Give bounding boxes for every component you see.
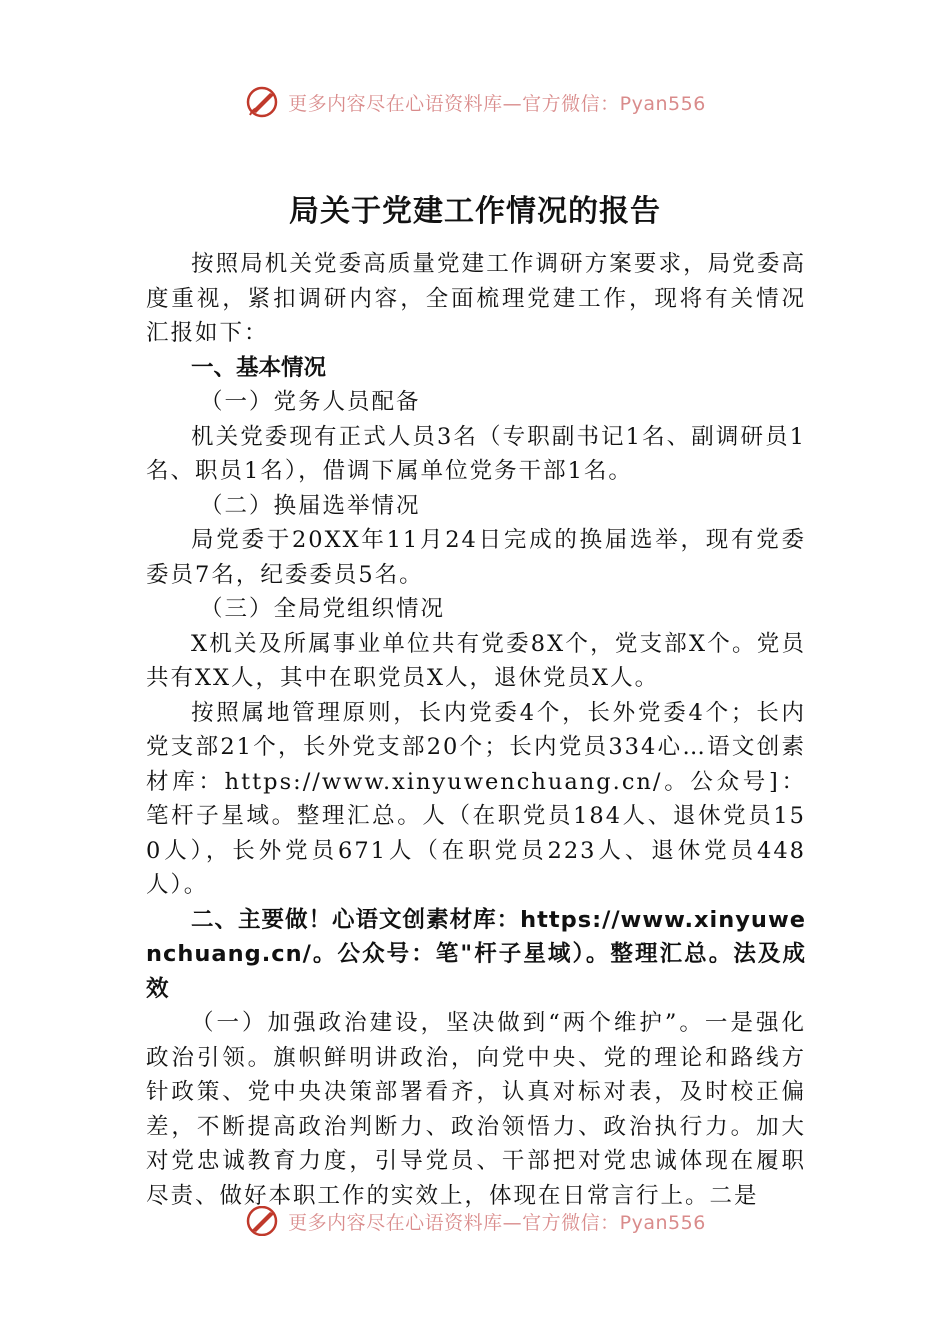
document-title: 局关于党建工作情况的报告 <box>289 194 661 229</box>
section1-sub2-text: 局党委于20XX年11月24日完成的换届选举，现有党委委员7名，纪委委员5名。 <box>146 527 806 588</box>
section2-sub1-heading: （一）加强政治建设，坚决做到“两个维护”。 <box>191 1010 705 1036</box>
section1-sub1-text: 机关党委现有正式人员3名（专职副书记1名、副调研员1名、职员1名），借调下属单位党务干部1名。 <box>146 423 806 484</box>
header-watermark-banner <box>0 82 950 122</box>
pen-logo-icon <box>244 1206 282 1236</box>
section1-sub2-heading: （二）换届选举情况 <box>200 492 421 519</box>
pen-logo-icon <box>244 85 282 119</box>
intro-paragraph: 按照局机关党委高质量党建工作调研方案要求，局党委高度重视，紧扣调研内容，全面梳理党建工作，现将有关情况汇报如下： <box>146 251 806 346</box>
section1-sub3-heading: （三）全局党组织情况 <box>200 596 446 622</box>
header-watermark-text: 更多内容尽在心语资料库—官方微信：Pyan556 <box>288 92 706 115</box>
section2-sub1-paragraph <box>146 1006 806 1213</box>
section1-sub3-text1: X机关及所属事业单位共有党委8X个，党支部X个。党员共有XX人，其中在职党员X人，退休党员X人。 <box>146 630 806 691</box>
section1-sub1-heading: （一）党务人员配备 <box>200 389 421 415</box>
footer-watermark-text: 更多内容尽在心语资料库—官方微信：Pyan556 <box>288 1211 706 1234</box>
footer-watermark-banner <box>0 1206 950 1236</box>
section2-sub1-text: 一是强化政治引领。旗帜鲜明讲政治，向党中央、党的理论和路线方针政策、党中央决策部署看齐，认真对标对表，及时校正偏差，不断提高政治判断力、政治领悟力、政治执行力。加大对党忠诚教育力度，引导党员、干部把对党忠诚体现在履职尽责、做好本职工作的实效上，体现在日常言行上。二是 <box>146 1010 806 1209</box>
section2-heading: 二、主要做！心语文创素材库：https://www.xinyuwenchuang.cn/。公众号：笔"杆子星域）。整理汇总。法及成效 <box>146 906 806 1002</box>
document-body <box>146 247 806 1213</box>
section1-heading: 一、基本情况 <box>191 354 327 381</box>
section1-sub3-text2: 按照属地管理原则，长内党委4个，长外党委4个；长内党支部21个，长外党支部20个；长内党员334心…语文创素材库：https://www.xinyuwenchuang.cn/。公众号]：笔杆子星域。整理汇总。人（在职党员184人、退休党员150人），长外党员671人（在职党员223人、退休党员448人）。 <box>146 699 806 898</box>
